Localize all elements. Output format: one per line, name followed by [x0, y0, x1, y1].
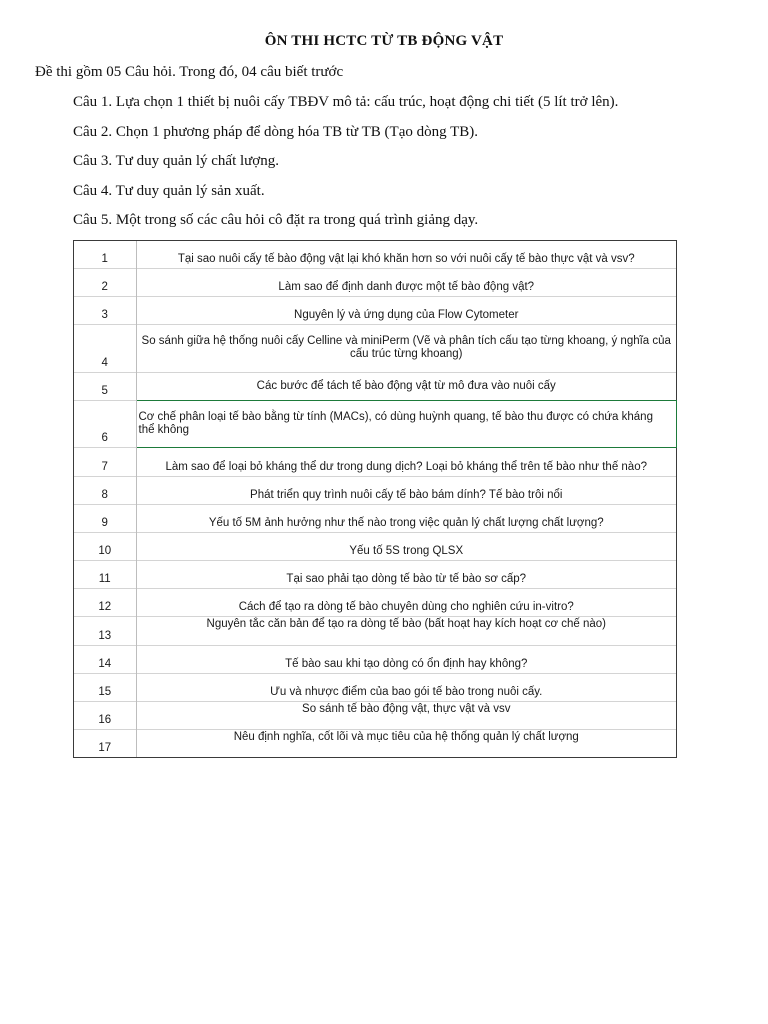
table-row — [74, 476, 676, 504]
table-row — [74, 268, 676, 296]
row-number: 4 — [74, 325, 136, 373]
row-number: 3 — [74, 296, 136, 324]
row-question: Làm sao để loại bỏ kháng thể dư trong dung dịch? Loại bỏ kháng thể trên tế bào như thế nào? — [136, 448, 676, 476]
row-number: 17 — [74, 730, 136, 757]
table-row — [74, 589, 676, 617]
exam-question-list — [73, 92, 618, 240]
table-row — [74, 561, 676, 589]
row-question: Yếu tố 5M ảnh hưởng như thế nào trong việc quản lý chất lượng chất lượng? — [136, 504, 676, 532]
document-intro: Đề thi gồm 05 Câu hỏi. Trong đó, 04 câu biết trước — [35, 64, 344, 80]
row-question: Ưu và nhược điểm của bao gói tế bào trong nuôi cấy. — [136, 673, 676, 701]
table-row — [74, 532, 676, 560]
row-number: 8 — [74, 476, 136, 504]
row-question: Tại sao phải tạo dòng tế bào từ tế bào sơ cấp? — [136, 561, 676, 589]
row-question: So sánh giữa hệ thống nuôi cấy Celline và miniPerm (Vẽ và phân tích cấu tạo từng khoang, ý nghĩa của cấu trúc từng khoang) — [136, 325, 676, 373]
row-number: 16 — [74, 701, 136, 729]
row-number: 7 — [74, 448, 136, 476]
row-question: Nguyên lý và ứng dụng của Flow Cytometer — [136, 296, 676, 324]
row-number: 10 — [74, 532, 136, 560]
row-number: 12 — [74, 589, 136, 617]
row-question: Phát triển quy trình nuôi cấy tế bào bám dính? Tế bào trôi nổi — [136, 476, 676, 504]
table-row — [74, 372, 676, 400]
table-row — [74, 701, 676, 729]
row-question: Tại sao nuôi cấy tế bào động vật lại khó khăn hơn so với nuôi cấy tế bào thực vật và vsv? — [177, 252, 635, 265]
exam-question: Câu 2. Chọn 1 phương pháp để dòng hóa TB từ TB (Tạo dòng TB). — [73, 123, 478, 140]
row-number: 15 — [74, 673, 136, 701]
row-number: 1 — [74, 241, 136, 268]
table-row — [74, 241, 676, 268]
row-number: 6 — [74, 400, 136, 448]
table-row — [74, 730, 676, 757]
table-row — [74, 645, 676, 673]
row-question: Làm sao để định danh được một tế bào động vật? — [136, 268, 676, 296]
row-question: Các bước để tách tế bào động vật từ mô đưa vào nuôi cấy — [136, 372, 676, 400]
row-number: 2 — [74, 268, 136, 296]
row-number: 14 — [74, 645, 136, 673]
row-question: Yếu tố 5S trong QLSX — [136, 532, 676, 560]
exam-question: Câu 4. Tư duy quản lý sản xuất. — [73, 182, 265, 199]
table-row — [74, 617, 676, 645]
row-question: So sánh tế bào động vật, thực vật và vsv — [136, 701, 676, 729]
table-row — [74, 504, 676, 532]
exam-question: Câu 5. Một trong số các câu hỏi cô đặt ra trong quá trình giảng dạy. — [73, 212, 479, 228]
table-row — [74, 296, 676, 324]
question-bank-table — [73, 240, 677, 758]
table-row — [74, 673, 676, 701]
exam-question: Câu 1. Lựa chọn 1 thiết bị nuôi cấy TBĐV mô tả: cấu trúc, hoạt động chi tiết (5 lít trở lên). — [73, 94, 619, 110]
row-question: Nguyên tắc căn bản để tạo ra dòng tế bào (bất hoạt hay kích hoạt cơ chế nào) — [136, 617, 676, 645]
document-title: ÔN THI HCTC TỪ TB ĐỘNG VẬT — [264, 33, 504, 49]
row-question: Cách để tạo ra dòng tế bào chuyên dùng cho nghiên cứu in-vitro? — [136, 589, 676, 617]
row-number: 5 — [74, 372, 136, 400]
table-row — [74, 325, 676, 373]
row-question: Cơ chế phân loại tế bào bằng từ tính (MACs), có dùng huỳnh quang, tế bào thu được có chứa kháng thể không — [136, 400, 676, 448]
row-number: 9 — [74, 504, 136, 532]
row-number: 11 — [74, 561, 136, 589]
table-row — [74, 448, 676, 476]
row-question: Tế bào sau khi tạo dòng có ổn định hay không? — [136, 645, 676, 673]
exam-question: Câu 3. Tư duy quản lý chất lượng. — [73, 153, 279, 169]
row-number: 13 — [74, 617, 136, 645]
table-row — [74, 400, 676, 448]
row-question: Nêu định nghĩa, cốt lõi và mục tiêu của hệ thống quản lý chất lượng — [136, 730, 676, 757]
